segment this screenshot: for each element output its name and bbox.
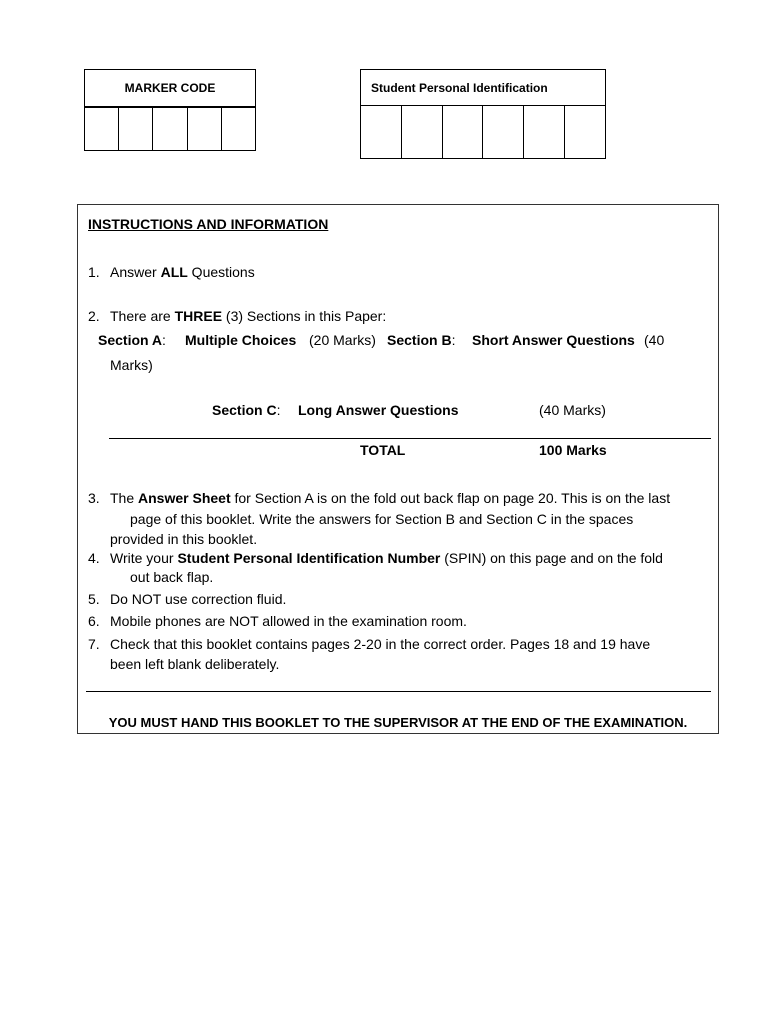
- item-text: Write your: [110, 550, 178, 566]
- instruction-item-7: Check that this booklet contains pages 2-20 in the correct order. Pages 18 and 19 have: [110, 636, 651, 652]
- item-emphasis: Answer Sheet: [138, 490, 231, 506]
- instructions-panel: [77, 204, 719, 734]
- marker-code-label: MARKER CODE: [85, 70, 255, 108]
- section-colon: :: [276, 402, 281, 418]
- total-label: TOTAL: [360, 442, 406, 458]
- student-id-cell[interactable]: [483, 106, 524, 158]
- student-id-cell[interactable]: [443, 106, 484, 158]
- section-colon: :: [162, 332, 166, 348]
- student-id-cell[interactable]: [361, 106, 402, 158]
- footer-divider: [86, 691, 711, 692]
- item-7-line-2: been left blank deliberately.: [110, 656, 280, 672]
- item-text: (SPIN) on this page and on the fold: [440, 550, 663, 566]
- total-marks: 100 Marks: [539, 442, 607, 458]
- footer-notice: YOU MUST HAND THIS BOOKLET TO THE SUPERVISOR AT THE END OF THE EXAMINATION.: [108, 715, 688, 730]
- section-b-marks: (40: [644, 332, 665, 348]
- section-c-marks: (40 Marks): [539, 402, 606, 418]
- item-3-line-3: provided in this booklet.: [110, 531, 258, 547]
- instruction-item-2: [110, 307, 386, 326]
- instruction-item-1: [110, 263, 255, 282]
- item-text: Answer: [110, 264, 161, 280]
- section-a-label: Section A: [98, 332, 163, 348]
- section-b-row: [387, 331, 455, 350]
- marker-code-cell[interactable]: [119, 108, 153, 150]
- marker-code-cells: [85, 108, 255, 150]
- item-3-line-2: page of this booklet. Write the answers for Section B and Section C in the spaces: [130, 511, 634, 527]
- section-b-marks-wrap: Marks): [110, 357, 153, 373]
- section-b-label: Section B: [387, 332, 452, 348]
- student-id-cell[interactable]: [565, 106, 605, 158]
- marker-code-cell[interactable]: [188, 108, 222, 150]
- student-id-cells: [361, 106, 605, 158]
- item-text: There are: [110, 308, 175, 324]
- section-a-row: [98, 331, 166, 350]
- marker-code-cell[interactable]: [222, 108, 255, 150]
- item-number: 3.: [88, 490, 100, 506]
- item-number: 2.: [88, 308, 100, 324]
- item-emphasis: THREE: [174, 308, 223, 324]
- item-emphasis: Student Personal Identification Number: [177, 550, 441, 566]
- student-id-label: Student Personal Identification: [361, 70, 605, 106]
- total-divider: [109, 438, 711, 439]
- item-text: for Section A is on the fold out back flap on page 20. This is on the last: [230, 490, 671, 506]
- item-text: Questions: [187, 264, 255, 280]
- instruction-item-5: Do NOT use correction fluid.: [110, 591, 287, 607]
- instruction-item-4: [110, 549, 663, 568]
- student-id-cell[interactable]: [524, 106, 565, 158]
- instructions-title: INSTRUCTIONS AND INFORMATION: [88, 216, 329, 232]
- section-c-name: Long Answer Questions: [298, 402, 459, 418]
- item-4-line-2: out back flap.: [130, 569, 214, 585]
- section-c-label: Section C: [212, 402, 277, 418]
- section-a-name: Multiple Choices: [185, 332, 297, 348]
- marker-code-box: [84, 69, 256, 151]
- item-text: The: [110, 490, 139, 506]
- marker-code-cell[interactable]: [153, 108, 187, 150]
- student-id-cell[interactable]: [402, 106, 443, 158]
- section-b-name: Short Answer Questions: [472, 332, 635, 348]
- item-text: (3) Sections in this Paper:: [222, 308, 387, 324]
- instruction-item-6: Mobile phones are NOT allowed in the examination room.: [110, 613, 467, 629]
- marker-code-cell[interactable]: [85, 108, 119, 150]
- item-emphasis: ALL: [160, 264, 188, 280]
- item-number: 5.: [88, 591, 100, 607]
- item-number: 1.: [88, 264, 100, 280]
- item-number: 4.: [88, 550, 100, 566]
- section-colon: :: [451, 332, 456, 348]
- section-c-row: [212, 401, 280, 420]
- item-number: 6.: [88, 613, 100, 629]
- section-a-marks: (20 Marks): [309, 332, 376, 348]
- student-id-box: [360, 69, 606, 159]
- instruction-item-3: [110, 489, 670, 508]
- item-number: 7.: [88, 636, 100, 652]
